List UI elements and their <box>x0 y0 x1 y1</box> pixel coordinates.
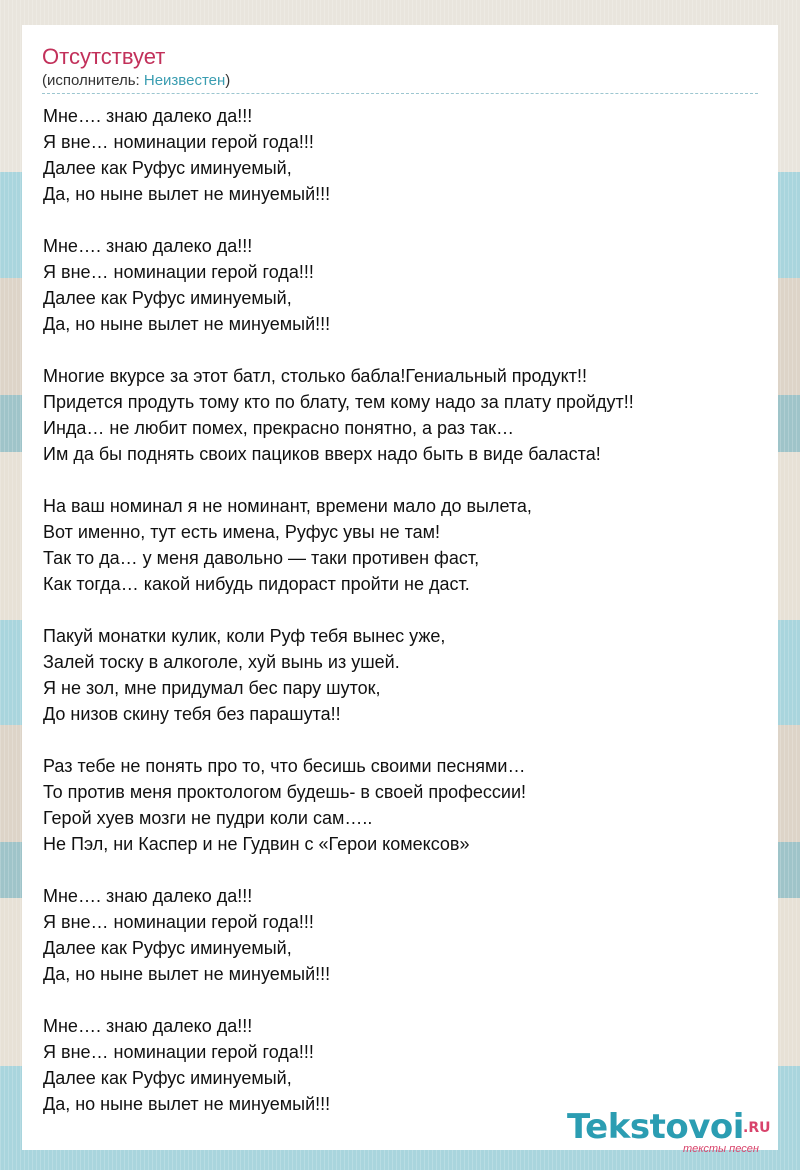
lyric-line: Я вне… номинации герой года!!! <box>43 262 314 282</box>
logo-wordmark: Tekstovoi <box>567 1107 744 1147</box>
site-logo[interactable] <box>567 1107 777 1153</box>
lyric-line: То против меня проктологом будешь- в своей профессии! <box>43 782 527 802</box>
lyric-line: Придется продуть тому кто по блату, тем кому надо за плату пройдут!! <box>43 392 634 412</box>
lyric-line: Я не зол, мне придумал бес пару шуток, <box>43 678 381 698</box>
artist-line <box>42 71 758 91</box>
logo-domain: .RU <box>743 1120 771 1136</box>
lyric-line: Инда… не любит помех, прекрасно понятно, а раз так… <box>43 418 514 438</box>
artist-link[interactable]: Неизвестен <box>143 72 226 89</box>
lyric-line: Мне…. знаю далеко да!!! <box>43 236 253 256</box>
lyric-line: Мне…. знаю далеко да!!! <box>43 106 253 126</box>
lyric-line: Многие вкурсе за этот батл, столько бабла!Гениальный продукт!! <box>43 366 587 386</box>
lyric-line: Не Пэл, ни Каспер и не Гудвин с «Герои комексов» <box>43 834 470 854</box>
song-header <box>42 43 758 91</box>
lyric-line: Герой хуев мозги не пудри коли сам….. <box>43 808 373 828</box>
lyric-line: На ваш номинал я не номинант, времени мало до вылета, <box>43 496 532 516</box>
lyric-line: Да, но ныне вылет не минуемый!!! <box>43 1094 331 1114</box>
artist-prefix: (исполнитель: <box>42 72 144 89</box>
lyric-line: Я вне… номинации герой года!!! <box>43 912 314 932</box>
lyric-line: Залей тоску в алкоголе, хуй вынь из ушей. <box>43 652 400 672</box>
lyric-line: Мне…. знаю далеко да!!! <box>43 886 253 906</box>
logo-tagline: тексты песен <box>683 1143 759 1155</box>
lyric-line: Да, но ныне вылет не минуемый!!! <box>43 964 331 984</box>
lyric-line: До низов скину тебя без парашута!! <box>43 704 341 724</box>
lyric-line: Им да бы поднять своих пациков вверх надо быть в виде баласта! <box>43 444 601 464</box>
song-title: Отсутствует <box>42 44 166 69</box>
lyric-line: Пакуй монатки кулик, коли Руф тебя вынес уже, <box>43 626 446 646</box>
lyric-line: Да, но ныне вылет не минуемый!!! <box>43 314 331 334</box>
lyric-line: Вот именно, тут есть имена, Руфус увы не там! <box>43 522 441 542</box>
lyric-line: Как тогда… какой нибудь пидораст пройти не даст. <box>43 574 470 594</box>
lyric-line: Раз тебе не понять про то, что бесишь своими песнями… <box>43 756 526 776</box>
lyric-line: Я вне… номинации герой года!!! <box>43 132 314 152</box>
lyrics-card <box>22 25 778 1155</box>
lyric-line: Я вне… номинации герой года!!! <box>43 1042 314 1062</box>
stanza <box>43 493 759 597</box>
lyric-line: Так то да… у меня давольно — таки противен фаст, <box>43 548 480 568</box>
lyric-line: Далее как Руфус иминуемый, <box>43 938 292 958</box>
lyric-line: Да, но ныне вылет не минуемый!!! <box>43 184 331 204</box>
stanza <box>43 103 759 207</box>
stanza <box>43 753 759 857</box>
lyric-line: Мне…. знаю далеко да!!! <box>43 1016 253 1036</box>
stanza <box>43 363 759 467</box>
stanza <box>43 883 759 987</box>
lyrics-text <box>43 103 759 1143</box>
lyric-line: Далее как Руфус иминуемый, <box>43 288 292 308</box>
stanza <box>43 233 759 337</box>
stanza <box>43 623 759 727</box>
artist-suffix: ) <box>225 72 231 89</box>
lyric-line: Далее как Руфус иминуемый, <box>43 158 292 178</box>
lyric-line: Далее как Руфус иминуемый, <box>43 1068 292 1088</box>
stanza <box>43 1013 759 1117</box>
header-divider <box>42 93 758 94</box>
